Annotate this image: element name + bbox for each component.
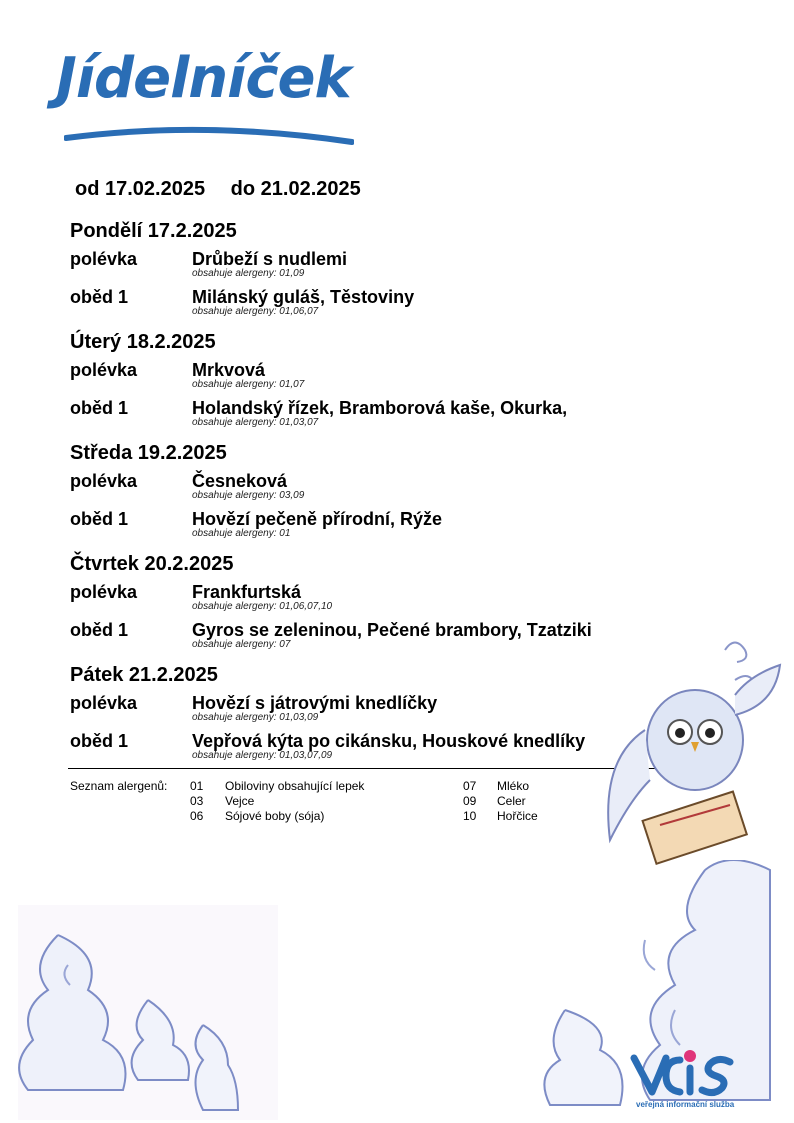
snowy-trees-left-illustration [18,905,278,1120]
allergen-code: 07 [463,779,477,793]
dish-name: Frankfurtská [192,582,302,602]
allergen-code: 09 [463,794,477,808]
day-heading: Pondělí 17.2.2025 [70,220,237,242]
dish-name: Vepřová kýta po cikánsku, Houskové knedlíky [192,731,586,751]
dish-name: Mrkvová [192,360,266,380]
owl-illustration [585,620,785,870]
meal-label: polévka [70,360,138,380]
dish-name: Hovězí pečeně přírodní, Rýže [192,509,443,529]
allergen-name: Mléko [497,779,530,793]
allergen-name: Celer [497,794,526,808]
dish-allergens: obsahuje alergeny: 01,09 [192,268,305,279]
title-underline [64,122,354,146]
meal-label: polévka [70,582,138,602]
meal-label: oběd 1 [70,398,129,418]
dish-allergens: obsahuje alergeny: 01,06,07,10 [192,601,333,612]
day-heading: Středa 19.2.2025 [70,442,227,464]
meal-label: polévka [70,471,138,491]
dish-name: Drůbeží s nudlemi [192,249,348,269]
meal-label: oběd 1 [70,509,129,529]
allergen-code: 06 [190,809,204,823]
dish-name: Hovězí s játrovými knedlíčky [192,693,438,713]
dish-name: Milánský guláš, Těstoviny [192,287,415,307]
day-heading: Čtvrtek 20.2.2025 [70,553,234,575]
allergen-name: Obiloviny obsahující lepek [225,779,365,793]
period-to: do 21.02.2025 [230,178,361,200]
allergen-code: 03 [190,794,204,808]
period-from: od 17.02.2025 [75,178,206,200]
dish-allergens: obsahuje alergeny: 01,06,07 [192,306,319,317]
meal-label: oběd 1 [70,287,129,307]
meal-label: polévka [70,693,138,713]
allergen-code: 10 [463,809,477,823]
logo-tagline: veřejná informační služba [636,1100,735,1109]
dish-allergens: obsahuje alergeny: 03,09 [192,490,305,501]
dish-allergens: obsahuje alergeny: 01,03,09 [192,712,319,723]
allergen-name: Vejce [225,794,255,808]
dish-name: Česneková [192,471,288,491]
day-heading: Pátek 21.2.2025 [70,664,218,686]
meal-label: oběd 1 [70,731,129,751]
allergen-legend-label: Seznam alergenů: [70,779,168,793]
day-heading: Úterý 18.2.2025 [70,331,216,353]
dish-allergens: obsahuje alergeny: 01,03,07 [192,417,319,428]
vis-logo [630,1048,740,1098]
allergen-name: Sójové boby (sója) [225,809,325,823]
dish-name: Holandský řízek, Bramborová kaše, Okurka, [192,398,568,418]
dish-allergens: obsahuje alergeny: 01 [192,528,291,539]
dish-allergens: obsahuje alergeny: 01,07 [192,379,305,390]
menu-period [75,178,361,201]
allergen-code: 01 [190,779,204,793]
meal-label: polévka [70,249,138,269]
allergen-name: Hořčice [497,809,538,823]
meal-label: oběd 1 [70,620,129,640]
dish-allergens: obsahuje alergeny: 07 [192,639,291,650]
page-title: Jídelníček [56,46,351,111]
dish-allergens: obsahuje alergeny: 01,03,07,09 [192,750,333,761]
dish-name: Gyros se zeleninou, Pečené brambory, Tzatziki [192,620,592,640]
